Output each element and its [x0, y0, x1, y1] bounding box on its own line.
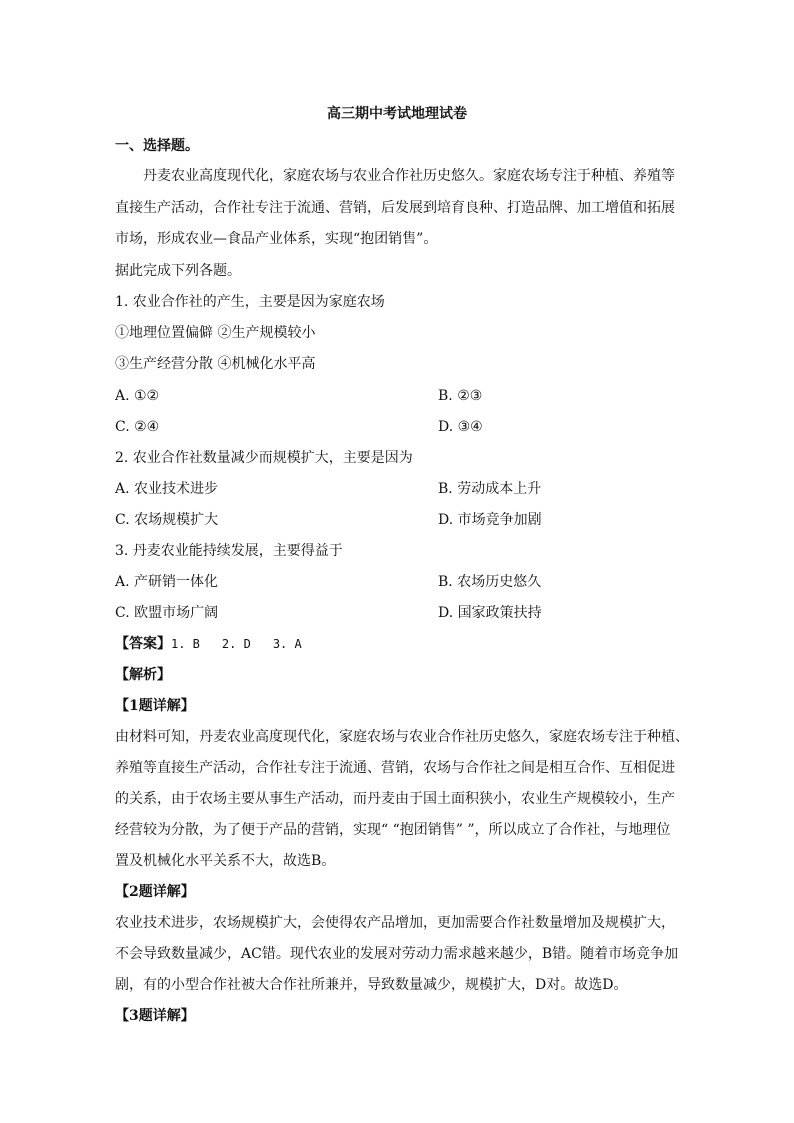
detail-2-line: 不会导致数量减少，AC错。现代农业的发展对劳动力需求越来越少，B错。随着市场竞争加 — [115, 946, 679, 962]
q1-option-a: A. ①② — [115, 388, 160, 404]
detail-3-label: 【3题详解】 — [115, 1008, 195, 1024]
question-1-item: ③生产经营分散 ④机械化水平高 — [115, 356, 316, 372]
answer-item: 2. D — [221, 637, 251, 651]
q2-option-d: D. 市场竞争加剧 — [438, 512, 542, 528]
analysis-label: 【解析】 — [115, 667, 171, 683]
detail-1-line: 的关系，由于农场主要从事生产活动，而丹麦由于国土面积狭小，农业生产规模较小，生产 — [115, 791, 675, 807]
detail-1-line: 经营较为分散，为了便于产品的营销，实现“ “抱团销售” ”，所以成立了合作社，与地理位 — [115, 822, 671, 838]
q3-option-a: A. 产研销一体化 — [115, 574, 219, 590]
section-heading: 一、选择题。 — [115, 138, 199, 154]
q2-option-c: C. 农场规模扩大 — [115, 512, 219, 528]
detail-1-line: 养殖等直接生产活动，合作社专注于流通、营销，农场与合作社之间是相互合作、互相促进 — [115, 760, 675, 776]
passage-line: 丹麦农业高度现代化，家庭农场与农业合作社历史悠久。家庭农场专注于种植、养殖等 — [143, 168, 675, 184]
passage-line: 直接生产活动，合作社专注于流通、营销，后发展到培育良种、打造品牌、加工增值和拓展 — [115, 200, 675, 216]
detail-2-line: 农业技术进步，农场规模扩大，会使得农产品增加，更加需要合作社数量增加及规模扩大， — [115, 915, 675, 931]
question-2-stem: 2. 农业合作社数量减少而规模扩大，主要是因为 — [115, 450, 413, 466]
answer-label: 【答案】 — [115, 636, 171, 652]
q1-option-c: C. ②④ — [115, 419, 160, 435]
passage-line: 市场，形成农业—食品产业体系，实现“抱团销售”。 — [115, 231, 438, 247]
detail-1-line: 置及机械化水平关系不大，故选B。 — [115, 853, 336, 869]
detail-2-line: 剧，有的小型合作社被大合作社所兼并，导致数量减少，规模扩大，D对。故选D。 — [115, 977, 628, 993]
instruction: 据此完成下列各题。 — [115, 263, 241, 279]
answer-row — [115, 634, 324, 654]
detail-1-line: 由材料可知，丹麦农业高度现代化，家庭农场与农业合作社历史悠久，家庭农场专注于种植、 — [115, 729, 689, 745]
q3-option-b: B. 农场历史悠久 — [438, 574, 542, 590]
answer-item: 3. A — [272, 637, 302, 651]
page-title: 高三期中考试地理试卷 — [327, 106, 467, 122]
detail-2-label: 【2题详解】 — [115, 884, 195, 900]
q1-option-d: D. ③④ — [438, 419, 483, 435]
question-3-stem: 3. 丹麦农业能持续发展，主要得益于 — [115, 543, 343, 559]
q2-option-a: A. 农业技术进步 — [115, 481, 219, 497]
detail-1-label: 【1题详解】 — [115, 698, 195, 714]
q2-option-b: B. 劳动成本上升 — [438, 481, 542, 497]
question-1-item: ①地理位置偏僻 ②生产规模较小 — [115, 325, 316, 341]
q1-option-b: B. ②③ — [438, 388, 483, 404]
question-1-stem: 1. 农业合作社的产生，主要是因为家庭农场 — [115, 294, 385, 310]
q3-option-c: C. 欧盟市场广阔 — [115, 605, 219, 621]
answer-item: 1. B — [171, 637, 200, 651]
q3-option-d: D. 国家政策扶持 — [438, 605, 542, 621]
